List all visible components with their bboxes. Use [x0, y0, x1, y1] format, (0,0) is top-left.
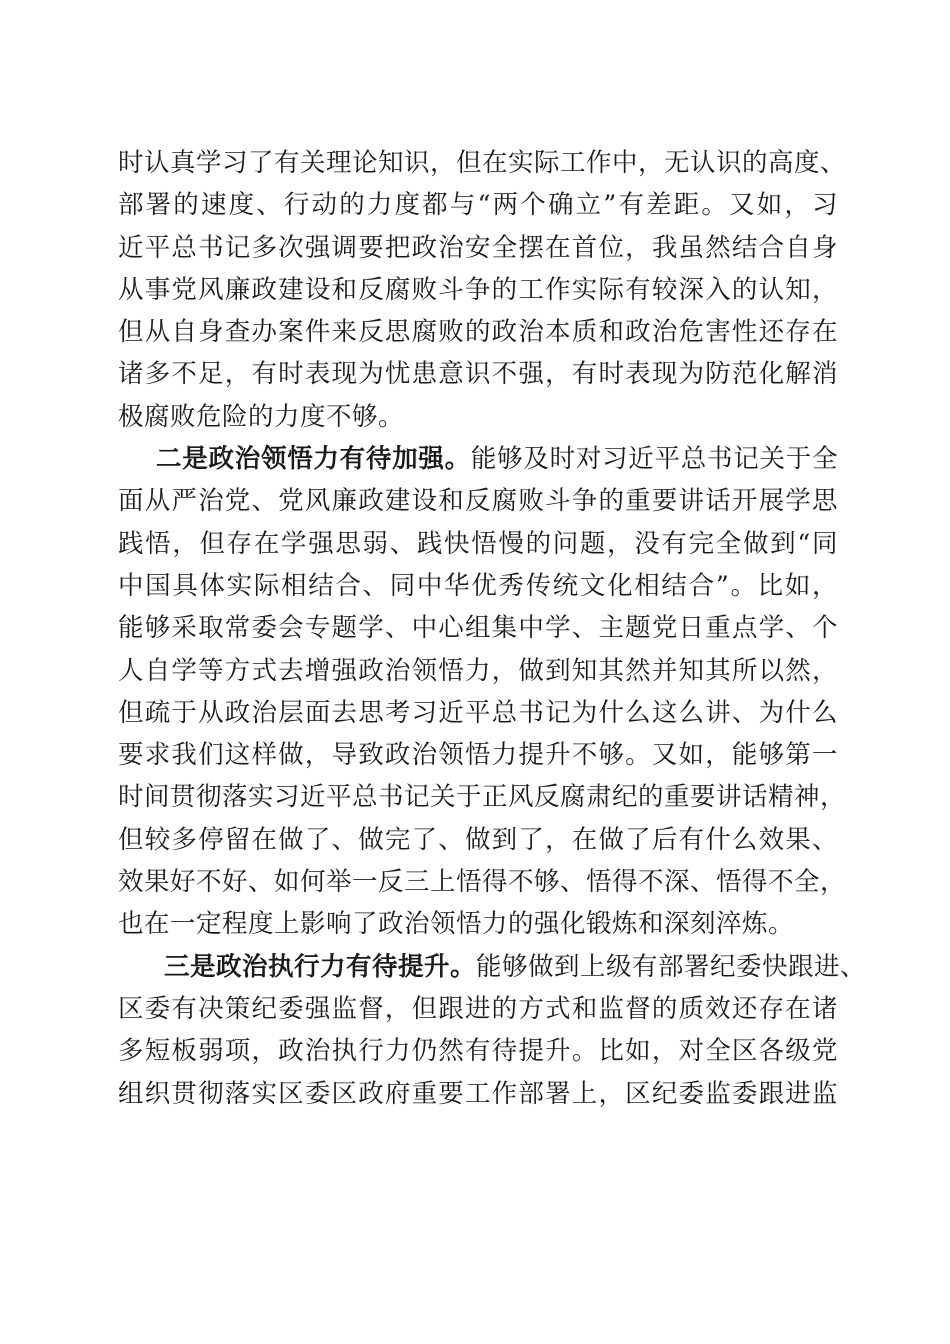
paragraph-two-first-line	[118, 438, 838, 480]
text-line: 效果好不好、如何举一反三上悟得不够、悟得不深、悟得不全，	[118, 867, 847, 898]
paragraph-two-first-line-text: 能够及时对习近平总书记关于全	[470, 444, 838, 475]
paragraph-three-heading: 三是政治执行力有待提升。	[164, 951, 477, 982]
document-body	[118, 142, 867, 1115]
text-line: 也在一定程度上影响了政治领悟力的强化锻炼和深刻淬炼。	[118, 909, 795, 940]
paragraph-three-first-line	[118, 946, 867, 988]
text-line: 要求我们这样做，导致政治领悟力提升不够。又如，能够第一	[118, 740, 838, 771]
text-line: 时认真学习了有关理论知识，但在实际工作中，无认识的高度、	[118, 148, 847, 178]
text-line: 诸多不足，有时表现为忧患意识不强，有时表现为防范化解消	[118, 359, 838, 390]
text-line: 时间贯彻落实习近平总书记关于正风反腐肃纪的重要讲话精神，	[118, 782, 847, 813]
paragraph-two-heading: 二是政治领悟力有待加强。	[156, 444, 471, 475]
paragraph-three-first-line-text: 能够做到上级有部署纪委快跟进、	[476, 951, 867, 982]
text-line: 但疏于从政治层面去思考习近平总书记为什么这么讲、为什么	[118, 697, 838, 728]
text-line: 面从严治党、党风廉政建设和反腐败斗争的重要讲话开展学思	[118, 486, 838, 517]
text-line: 组织贯彻落实区委区政府重要工作部署上，区纪委监委跟进监	[118, 1078, 838, 1109]
text-line: 多短板弱项，政治执行力仍然有待提升。比如，对全区各级党	[118, 1036, 838, 1067]
text-line: 部署的速度、行动的力度都与“两个确立”有差距。又如，习	[118, 190, 838, 221]
text-line: 人自学等方式去增强政治领悟力，做到知其然并知其所以然，	[118, 655, 838, 686]
text-line: 但从自身查办案件来反思腐败的政治本质和政治危害性还存在	[118, 317, 838, 348]
text-line: 中国具体实际相结合、同中华优秀传统文化相结合”。比如，	[118, 570, 838, 601]
text-line: 近平总书记多次强调要把政治安全摆在首位，我虽然结合自身	[118, 232, 838, 263]
text-line: 践悟，但存在学强思弱、践快悟慢的问题，没有完全做到“同	[118, 528, 838, 559]
text-line: 但较多停留在做了、做完了、做到了，在做了后有什么效果、	[118, 824, 838, 855]
text-line: 区委有决策纪委强监督，但跟进的方式和监督的质效还存在诸	[118, 993, 838, 1024]
text-line: 能够采取常委会专题学、中心组集中学、主题党日重点学、个	[118, 613, 838, 644]
text-line: 从事党风廉政建设和反腐败斗争的工作实际有较深入的认知，	[118, 274, 838, 305]
text-line: 极腐败危险的力度不够。	[118, 401, 405, 432]
